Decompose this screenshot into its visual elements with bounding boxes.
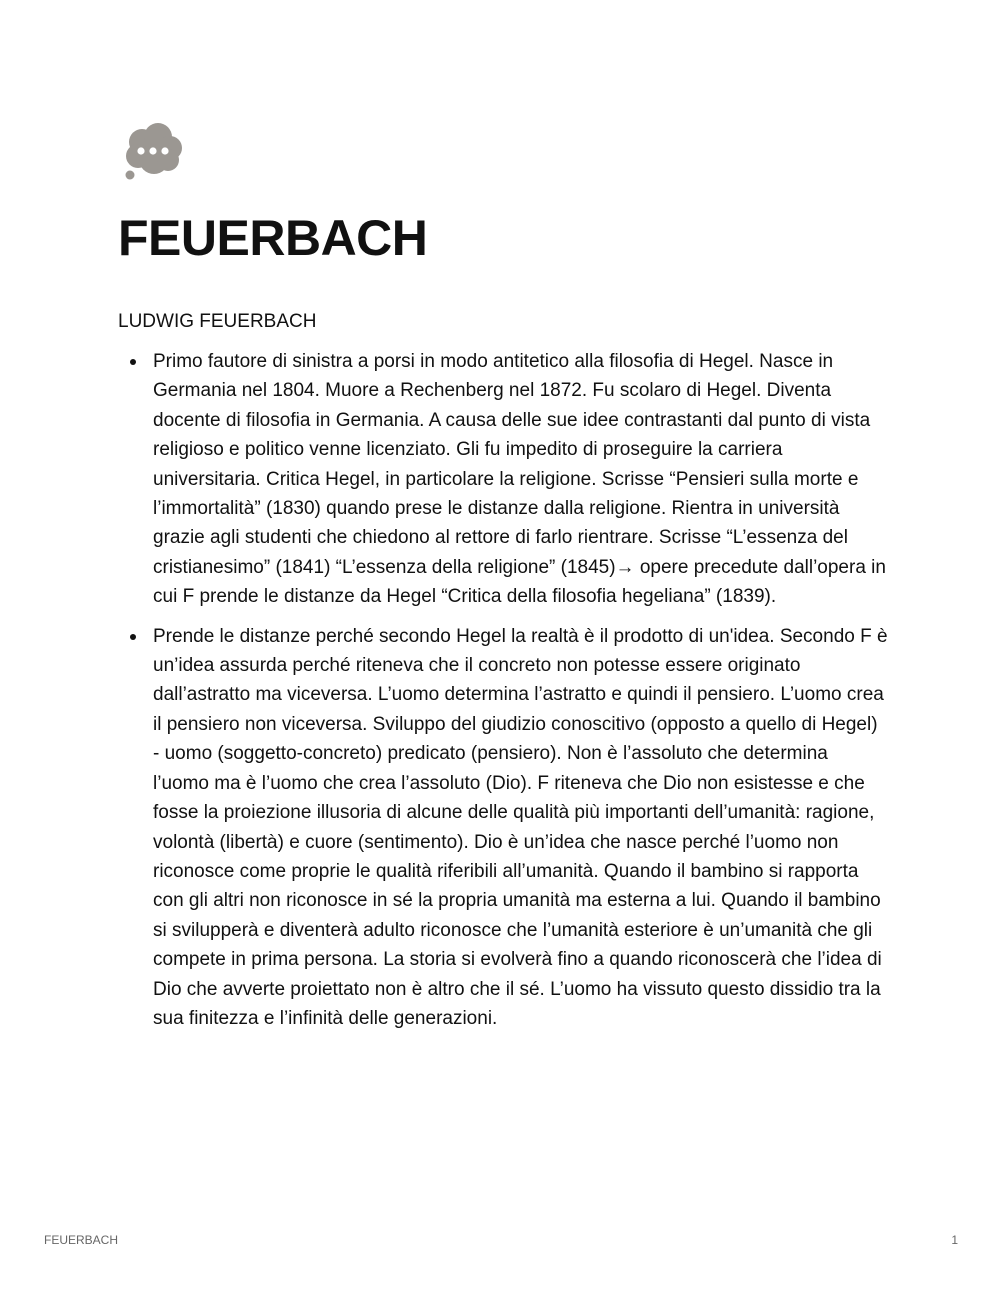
bullet-list <box>118 347 888 1043</box>
bullet-icon <box>130 634 136 640</box>
thought-bubble-icon <box>122 122 186 182</box>
page-subtitle: LUDWIG FEUERBACH <box>118 311 317 332</box>
list-item-text: Primo fautore di sinistra a porsi in modo antitetico alla filosofia di Hegel. Nasce in Germania nel 1804. Muore a Rechenberg nel 1872. Fu scolaro di Hegel. Diventa docente di filosofia in Germania. A causa delle sue idee contrastanti dal punto di vista religioso e politico venne licenziato. Gli fu impedito di proseguire la carriera universitaria. Critica Hegel, in particolare la religione. Scrisse “Pensieri sulla morte e l’immortalità” (1830) quando prese le distanze dalla religione. Rientra in università grazie agli studenti che chiedono al rettore di farlo rientrare. Scrisse “L’essenza del cristianesimo” (1841) “L’essenza della religione” (1845)→ opere precedute dall’opera in cui F prende le distanze da Hegel “Critica della filosofia hegeliana” (1839). <box>153 351 886 608</box>
bullet-icon <box>130 359 136 365</box>
list-item <box>118 347 888 612</box>
list-item-text: Prende le distanze perché secondo Hegel la realtà è il prodotto di un'idea. Secondo F è un’idea assurda perché riteneva che il concreto non potesse essere originato dall’astratto ma viceversa. L’uomo determina l’astratto e quindi il pensiero. L’uomo crea il pensiero non viceversa. Sviluppo del giudizio conoscitivo (opposto a quello di Hegel) - uomo (soggetto-concreto) predicato (pensiero). Non è l’assoluto che determina l’uomo ma è l’uomo che crea l’assoluto (Dio). F riteneva che Dio non esistesse e che fosse la proiezione illusoria di alcune delle qualità più importanti dell’umanità: ragione, volontà (libertà) e cuore (sentimento). Dio è un’idea che nasce perché l’uomo non riconosce come proprie le qualità riferibili all’umanità. Quando il bambino si rapporta con gli altri non riconosce in sé la propria umanità ma esterna a lui. Quando il bambino si svilupperà e diventerà adulto riconosce che l’umanità esteriore è un’umanità che gli compete in prima persona. La storia si evolverà fino a quando riconoscerà che l’idea di Dio che avverte proiettato non è altro che il sé. L’uomo ha vissuto questo dissidio tra la sua finitezza e l’infinità delle generazioni. <box>153 625 888 1029</box>
page-title: FEUERBACH <box>118 210 428 266</box>
list-item <box>118 622 888 1034</box>
footer-title: FEUERBACH <box>44 1233 119 1247</box>
page-number: 1 <box>951 1233 958 1247</box>
